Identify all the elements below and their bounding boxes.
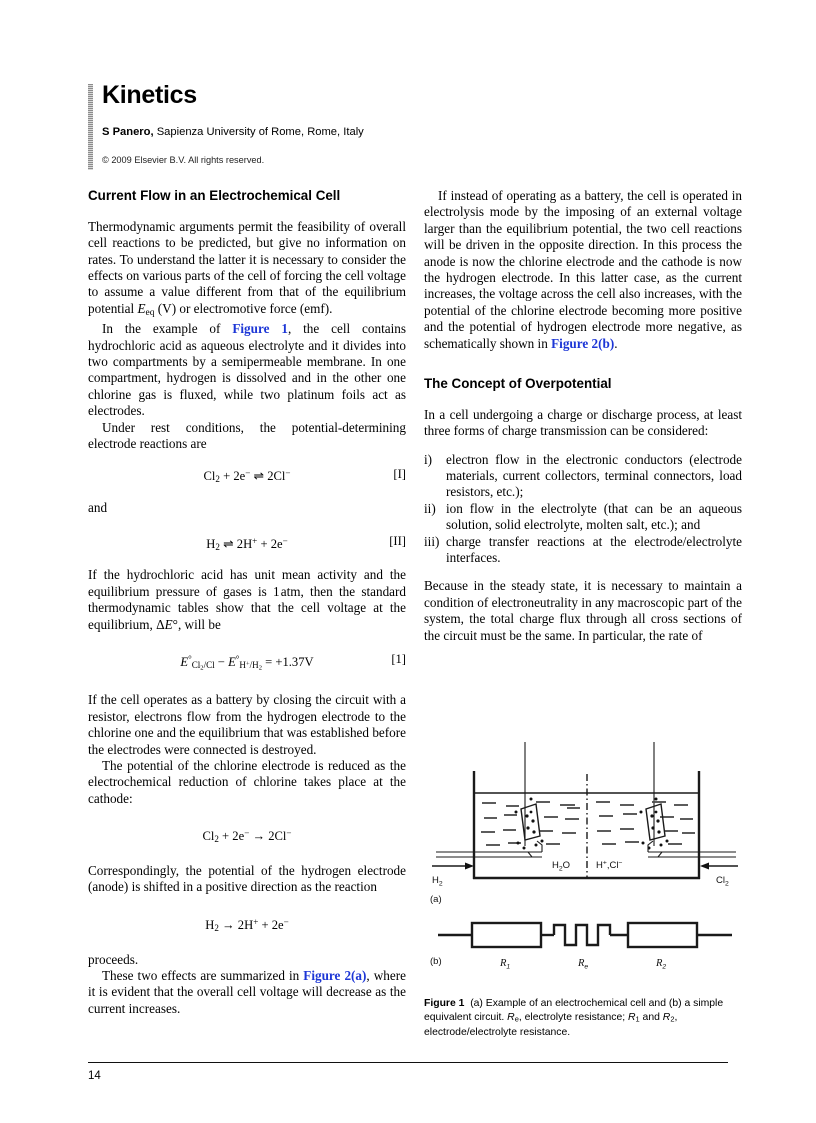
page-number: 14 xyxy=(88,1070,101,1082)
paragraph-proceeds: proceeds. xyxy=(88,951,139,967)
paragraph-unit-activity: If the hydrochloric acid has unit mean activity and the equilibrium pressure of gases is 1 atm, then the standard thermodynamic tables show that the cell voltage at the equilibrium, ΔE°, will be xyxy=(88,567,406,632)
left-gas-inlet-tube xyxy=(436,841,542,857)
eeq-subscript: eq xyxy=(145,307,155,318)
author-byline xyxy=(88,126,728,139)
equation-1-tag: [1] xyxy=(391,652,406,667)
list-item-text: electron flow in the electronic conductors (electrode materials, current collectors, terminal connectors, load resistors, etc.); xyxy=(446,451,742,500)
paragraph-thermodynamic xyxy=(88,219,406,322)
paragraph-charge-transmission: In a cell undergoing a charge or discharge process, at least three forms of charge transmission can be considered: xyxy=(424,406,742,439)
equation-II xyxy=(88,533,406,555)
author-affiliation: Sapienza University of Rome, Rome, Italy xyxy=(153,126,364,139)
para2-lead: In the example of xyxy=(102,321,233,337)
right-gas-inlet-tube xyxy=(648,841,736,857)
figure-1-caption-label: Figure 1 xyxy=(424,998,465,1009)
resistor-r2-label: $R_2$ xyxy=(656,958,667,971)
list-item xyxy=(424,501,742,534)
figure-1 xyxy=(424,742,742,1039)
rpara1-text: If instead of operating as a battery, the cell is operated in electrolysis mode by the imposing of an external voltage larger than the equilibrium potential, the two cell reactions will be driven in the opposite direction. In this process the anode is now the chlorine electrode and the cathode is now the hydrogen electrode. In this latter case, as the current increases, the voltage across the cell also increases, with the potential of the chlorine electrode becoming more positive and the potential of hydrogen electrode more negative, as schematically shown in xyxy=(424,188,742,351)
figure-2a-reference[interactable]: Figure 2(a) xyxy=(303,967,367,983)
h2-inlet-label: $H_2$ xyxy=(432,875,443,888)
list-item-text: ion flow in the electrolyte (that can be an aqueous solution, solid electrolyte, molten salt, etc.); and xyxy=(446,500,742,533)
equation-II-tag: [II] xyxy=(389,533,406,548)
paragraph-text: Thermodynamic arguments permit the feasibility of overall cell reactions to be predicted, but give no information on rates. To understand the latter it is necessary to consider the effects on various parts of the cell of forcing the cell voltage to assume a value different from that of the equilibrium potential xyxy=(88,218,406,316)
equation-I-tag: [I] xyxy=(393,466,406,481)
h2-inlet-arrow xyxy=(432,863,474,870)
paragraph-chlorine-potential: The potential of the chlorine electrode is reduced as the electrochemical reduction of chlorine takes place at the cathode: xyxy=(88,757,406,806)
left-column xyxy=(88,188,406,1017)
equation-I-body: $Cl_2 + 2e^-$ ⇌ 2Cl− xyxy=(203,468,291,485)
paragraph-two-effects xyxy=(88,968,406,1017)
paragraph-and: and xyxy=(88,500,108,516)
paragraph-text-end: (V) or electromotive force (emf). xyxy=(154,300,333,316)
resistor-re-label: $R_e$ xyxy=(578,958,589,971)
equation-1 xyxy=(88,651,406,676)
article-header xyxy=(88,82,728,165)
footer-divider xyxy=(88,1062,728,1063)
para9-lead: These two effects are summarized in xyxy=(102,967,304,983)
resistor-r2-box xyxy=(628,923,697,947)
paragraph-electroneutrality: Because in the steady state, it is necessary to maintain a condition of electroneutrality in any macroscopic part of the system, the total charge flux through all cross sections of the circuit must be the same. In particular, the rate of xyxy=(424,578,742,643)
paragraph-hydrogen-potential: Correspondingly, the potential of the hydrogen electrode (anode) is shifted in a positive direction as the reaction xyxy=(88,862,406,895)
paragraph-figure1-example xyxy=(88,321,406,419)
equation-cathode-body: $Cl_2 + 2e^- \to 2Cl^-$ xyxy=(202,828,292,844)
figure-1-reference[interactable]: Figure 1 xyxy=(232,321,288,337)
list-item xyxy=(424,452,742,501)
equation-I xyxy=(88,466,406,488)
author-name: S Panero, xyxy=(102,126,154,139)
eeq-symbol: E xyxy=(137,300,146,316)
equation-anode-body: $H_2 \to 2H^+ + 2e^-$ xyxy=(205,916,289,933)
list-item-text: charge transfer reactions at the electrode/electrolyte interfaces. xyxy=(446,533,742,566)
figure-2b-reference[interactable]: Figure 2(b) xyxy=(551,335,615,351)
copyright-notice: © 2009 Elsevier B.V. All rights reserved. xyxy=(102,154,265,165)
figure-1-graphic xyxy=(424,742,742,982)
right-electrolyte-hatching xyxy=(596,802,695,844)
right-column xyxy=(424,188,742,644)
panel-b-label: (b) xyxy=(430,956,442,967)
resistor-re-squarewave xyxy=(554,925,610,945)
section-heading-overpotential: The Concept of Overpotential xyxy=(424,376,612,392)
resistor-r1-box xyxy=(472,923,541,947)
list-marker: i) xyxy=(424,451,433,467)
left-electrolyte-label: $H_2O$ xyxy=(552,860,571,873)
resistor-r1-label: $R_1$ xyxy=(500,958,511,971)
rpara1-end: . xyxy=(614,335,618,351)
right-electrolyte-label: H+,Cl− xyxy=(596,859,623,871)
figure-1-caption-text: (a) Example of an electrochemical cell and (b) a simple equivalent circuit. $R_e$, electrolyte resistance; $R_1$ and $R_2$, electrode/electrolyte resistance. xyxy=(424,998,724,1038)
equation-1-body: $E^\circ_{Cl_2/Cl} - E^\circ_{H^+/H_2} = +1.37V$ xyxy=(180,654,314,672)
header-rule-bar xyxy=(88,84,93,170)
section-heading-current-flow: Current Flow in an Electrochemical Cell xyxy=(88,188,341,203)
equation-anode xyxy=(88,914,406,936)
cell-schematic xyxy=(430,742,738,905)
panel-a-label: (a) xyxy=(430,894,442,905)
para9-rest: , where it is evident that the overall cell voltage will decrease as the current increases. xyxy=(88,967,406,1016)
equation-II-body: $H_2$ ⇌ 2H+ + 2e− xyxy=(206,535,288,552)
para2-rest: , the cell contains hydrochloric acid as aqueous electrolyte and it divides into two compartments by a semipermeable membrane. In one compartment, hydrogen is dissolved and in the other one chlorine gas is fluxed, while two platinum foils act as electrodes. xyxy=(88,321,406,419)
charge-transmission-list xyxy=(424,452,742,567)
paragraph-electrolysis-mode xyxy=(424,188,742,352)
figure-1-caption xyxy=(424,997,742,1039)
list-item xyxy=(424,534,742,567)
list-marker: iii) xyxy=(424,533,440,549)
list-marker: ii) xyxy=(424,500,436,516)
equation-cathode xyxy=(88,825,406,847)
cl2-inlet-label: $Cl_2$ xyxy=(716,875,729,888)
equivalent-circuit xyxy=(430,923,732,971)
paragraph-battery-operation: If the cell operates as a battery by closing the circuit with a resistor, electrons flow from the hydrogen electrode to the chlorine one and the equilibrium that was established before the electrodes were connected is destroyed. xyxy=(88,692,406,757)
cl2-inlet-arrow xyxy=(700,863,738,870)
page-title: Kinetics xyxy=(102,81,197,109)
paragraph-rest-conditions: Under rest conditions, the potential-determining electrode reactions are xyxy=(88,419,406,452)
